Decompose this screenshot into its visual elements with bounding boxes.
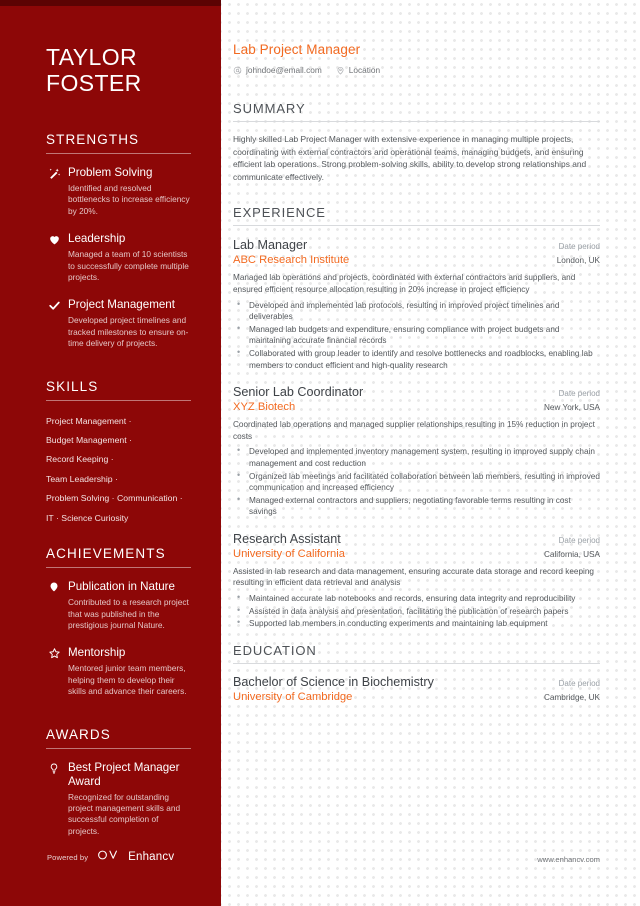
achievement-item bbox=[46, 580, 191, 631]
enhancv-brand-label: Enhancv bbox=[128, 851, 175, 863]
achievement-item bbox=[46, 646, 191, 697]
list-item: • Supported lab members in conducting experiments and maintaining lab equipment bbox=[233, 618, 600, 630]
divider bbox=[233, 225, 600, 226]
check-icon bbox=[46, 298, 62, 349]
experience-bullets bbox=[233, 593, 600, 630]
achievement-name: Publication in Nature bbox=[68, 580, 175, 594]
summary-title: SUMMARY bbox=[233, 101, 306, 116]
experience-location: New York, USA bbox=[544, 403, 600, 413]
education-location: Cambridge, UK bbox=[544, 692, 600, 702]
experience-role: Lab Manager bbox=[233, 238, 308, 253]
main-content bbox=[221, 0, 640, 906]
candidate-name bbox=[46, 44, 191, 96]
skills-section bbox=[46, 379, 191, 528]
skill-line: IT · Science Curiosity bbox=[46, 512, 129, 523]
experience-title: EXPERIENCE bbox=[233, 205, 326, 221]
experience-item bbox=[233, 384, 600, 518]
experience-date: Date period bbox=[558, 389, 600, 399]
star-icon bbox=[46, 646, 62, 697]
experience-item bbox=[233, 237, 600, 371]
skill-line: Record Keeping · bbox=[46, 454, 114, 465]
divider bbox=[46, 153, 191, 154]
experience-description: Assisted in lab research and data management, ensuring accurate data storage and record keeping resulting in efficient data retrieval and analysis bbox=[233, 566, 594, 588]
awards-title: AWARDS bbox=[46, 726, 111, 742]
divider bbox=[46, 400, 191, 401]
summary-text: Highly skilled Lab Project Manager with extensive experience in managing multiple projects, coordinating with external contractors and operational teams, managing budgets, and ensuring efficient lab operations. Strong problem-solving skills, ability to develop strong relationships and communicate effectively. bbox=[233, 134, 587, 182]
divider bbox=[46, 567, 191, 568]
experience-company: University of California bbox=[233, 547, 345, 560]
experience-section bbox=[233, 205, 600, 629]
experience-description: Coordinated lab operations and managed supplier relationships resulting in 15% reduction in project costs bbox=[233, 420, 595, 441]
magic-wand-icon bbox=[46, 166, 62, 217]
list-item: • Managed external contractors and suppliers, negotiating favorable terms resulting in cost savings bbox=[233, 495, 600, 518]
achievements-title: ACHIEVEMENTS bbox=[46, 546, 166, 562]
achievement-desc: Contributed to a research project that was published in the prestigious journal Nature. bbox=[68, 597, 189, 630]
achievement-desc: Mentored junior team members, helping them to develop their skills and advance their careers. bbox=[68, 663, 187, 697]
list-item: • Developed and implemented lab protocols, resulting in improved project timelines and deliverables bbox=[233, 300, 600, 323]
skill-line: Project Management · bbox=[46, 415, 132, 426]
skill-line: Team Leadership · bbox=[46, 473, 118, 484]
experience-description: Managed lab operations and projects, coordinated with external contractors and suppliers, and ensured efficient resource allocation resulting in 20% increase in project efficiency bbox=[233, 273, 576, 294]
skill-line: Budget Management · bbox=[46, 435, 132, 446]
experience-location: London, UK bbox=[556, 256, 600, 266]
site-url[interactable]: www.enhancv.com bbox=[537, 855, 600, 864]
experience-location: California, USA bbox=[544, 549, 600, 559]
experience-bullets bbox=[233, 446, 600, 518]
strength-desc: Identified and resolved bottlenecks to increase efficiency by 20%. bbox=[68, 183, 190, 216]
list-item: • Collaborated with group leader to identify and resolve bottlenecks and roadblocks, enabling lab members to conduct efficient and high-quality research bbox=[233, 348, 600, 371]
contact-location[interactable] bbox=[336, 65, 380, 75]
strengths-title: STRENGTHS bbox=[46, 132, 140, 147]
contact-email[interactable] bbox=[233, 65, 322, 75]
heart-icon bbox=[46, 232, 62, 283]
list-item: • Managed lab budgets and expenditure, ensuring compliance with project budgets and maintaining accurate financial records bbox=[233, 324, 600, 347]
contact-location-text: Location bbox=[348, 65, 381, 75]
candidate-first-name: TAYLOR bbox=[46, 44, 138, 70]
list-item: • Maintained accurate lab notebooks and records, ensuring data integrity and reproducibility bbox=[233, 593, 600, 605]
experience-company: ABC Research Institute bbox=[233, 254, 350, 267]
divider bbox=[46, 748, 191, 749]
strengths-section bbox=[46, 132, 191, 350]
achievements-section bbox=[46, 546, 191, 697]
education-degree: Bachelor of Science in Biochemistry bbox=[233, 674, 434, 689]
skills-list bbox=[46, 412, 191, 528]
list-item: • Organized lab meetings and facilitated collaboration between lab members, resulting in improved communication and increased efficiency bbox=[233, 471, 600, 494]
awards-section bbox=[46, 727, 191, 838]
divider bbox=[233, 121, 600, 122]
lightbulb-icon bbox=[46, 761, 62, 838]
award-name: Best Project Manager Award bbox=[68, 760, 180, 788]
strength-name: Leadership bbox=[68, 232, 126, 246]
skill-line: Problem Solving · Communication · bbox=[46, 493, 183, 504]
award-desc: Recognized for outstanding project management skills and successful completion of projects. bbox=[68, 791, 181, 836]
contact-email-text: johndoe@email.com bbox=[246, 65, 322, 75]
experience-item bbox=[233, 531, 600, 630]
list-item: • Developed and implemented inventory management system, resulting in improved supply chain management and cost reduction bbox=[233, 446, 600, 469]
list-item: • Assisted in data analysis and presentation, facilitating the publication of research papers bbox=[233, 606, 600, 618]
role-title: Lab Project Manager bbox=[233, 42, 361, 57]
powered-by-footer bbox=[47, 848, 174, 866]
strength-name: Project Management bbox=[68, 298, 175, 312]
experience-role: Senior Lab Coordinator bbox=[233, 385, 364, 400]
sidebar-top-strip bbox=[0, 0, 221, 6]
education-school: University of Cambridge bbox=[233, 690, 353, 703]
candidate-last-name: FOSTER bbox=[46, 70, 142, 96]
experience-date: Date period bbox=[558, 535, 600, 545]
skills-title: SKILLS bbox=[46, 378, 99, 394]
award-item bbox=[46, 761, 191, 838]
enhancv-logo-icon bbox=[97, 848, 119, 866]
strength-item bbox=[46, 232, 191, 283]
strength-desc: Managed a team of 10 scientists to successfully complete multiple projects. bbox=[68, 249, 189, 283]
achievement-name: Mentorship bbox=[68, 646, 126, 660]
contact-row bbox=[233, 65, 600, 75]
education-title: EDUCATION bbox=[233, 642, 317, 658]
experience-date: Date period bbox=[558, 242, 600, 252]
sidebar bbox=[0, 0, 221, 906]
powered-by-label: Powered by bbox=[47, 852, 89, 862]
medal-icon bbox=[46, 580, 62, 631]
education-section bbox=[233, 643, 600, 703]
experience-role: Research Assistant bbox=[233, 531, 341, 546]
strength-desc: Developed project timelines and tracked milestones to ensure on-time delivery of projects. bbox=[68, 315, 189, 349]
experience-bullets bbox=[233, 300, 600, 372]
summary-section bbox=[233, 101, 600, 183]
education-item bbox=[233, 675, 600, 703]
strength-item bbox=[46, 166, 191, 217]
divider bbox=[233, 663, 600, 664]
strength-item bbox=[46, 298, 191, 349]
experience-company: XYZ Biotech bbox=[233, 401, 296, 414]
strength-name: Problem Solving bbox=[68, 166, 153, 179]
education-date: Date period bbox=[558, 678, 600, 688]
